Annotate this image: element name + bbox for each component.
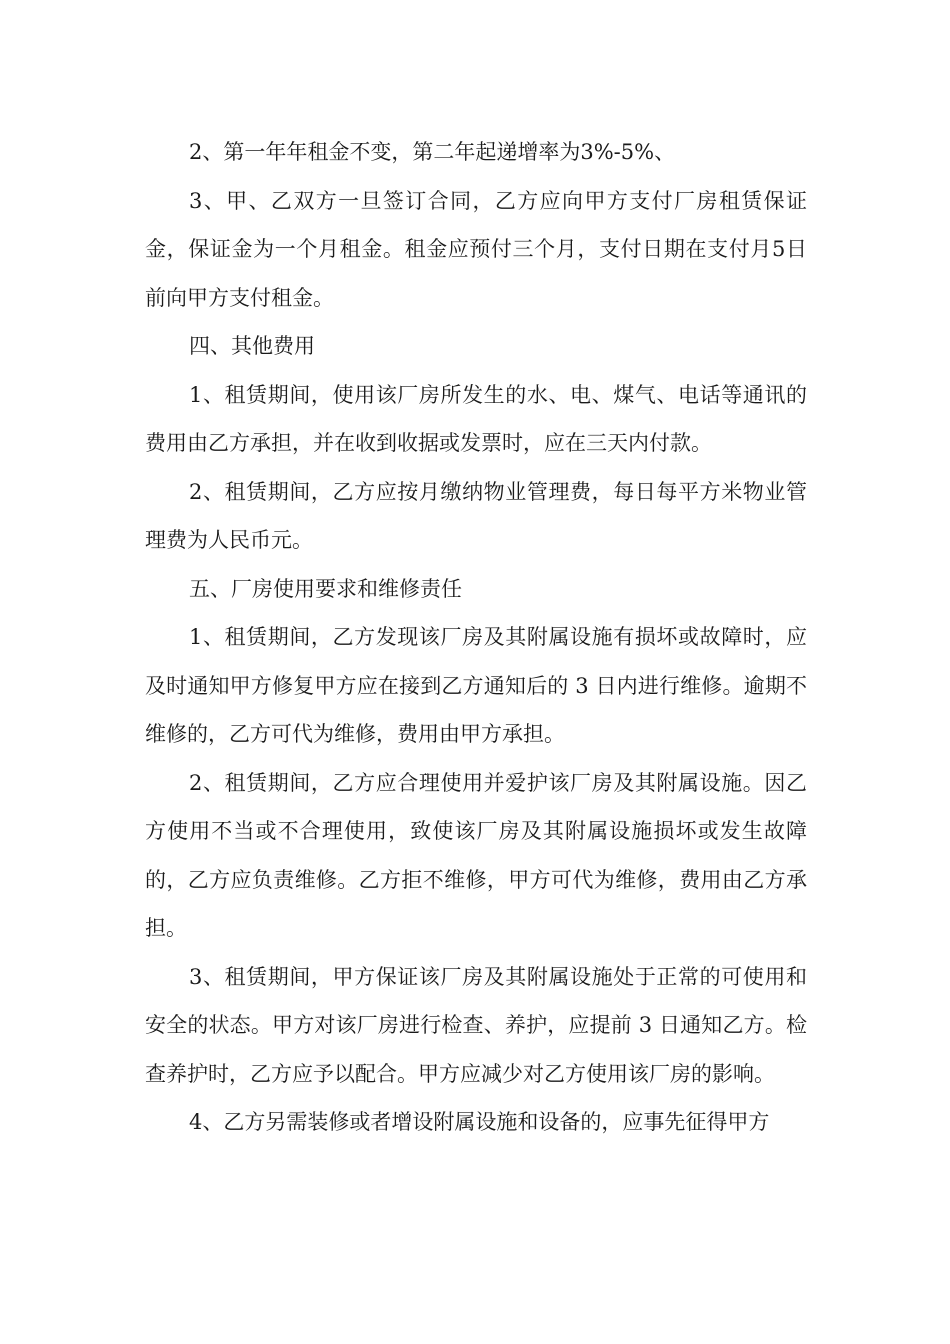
section-heading-maintenance [145,565,807,614]
text-line: 故障的，乙方应负责维修。乙方拒不维修，甲方可代为维修，费用 [145,819,808,892]
text-line: 3、甲、乙双方一旦签订合同，乙方应向甲方支付厂房租赁保证 [189,188,807,213]
text-line: 的费用由乙方承担，并在收到收据或发票时，应在三天内付款。 [145,382,807,455]
heading-text: 五、厂房使用要求和维修责任 [189,576,462,601]
text-line: 1、租赁期间，使用该厂房所发生的水、电、煤气、电话等通讯 [189,382,786,407]
text-line: 管理费为人民币元。 [145,479,807,552]
section-heading-other-fees [145,322,807,371]
text-line: 的影响。 [691,1061,775,1086]
paragraph-rent-increase [145,128,807,177]
text-line: 5日前向甲方支付租金。 [145,237,807,310]
text-line: 2、租赁期间，乙方应按月缴纳物业管理费，每日每平方米物业 [189,479,786,504]
text-line: 2、第一年年租金不变，第二年起递增率为3%-5%、 [189,140,676,164]
text-line: 金，保证金为一个月租金。租金应预付三个月，支付日期在支付月 [145,237,773,261]
text-line: 2、租赁期间，乙方应合理使用并爱护该厂房及其附属设施。因 [189,770,786,795]
document-body [145,128,807,1147]
paragraph-property-fee [145,468,807,565]
text-line: 乙方使用不当或不合理使用，致使该厂房及其附属设施损坏或发生 [145,770,807,843]
text-line: 方。检查养护时，乙方应予以配合。甲方应减少对乙方使用该厂房 [145,1013,807,1086]
paragraph-repair-notice [145,613,807,759]
paragraph-renovation [145,1098,807,1147]
text-line: 3、租赁期间，甲方保证该厂房及其附属设施处于正常的可使用 [189,964,786,989]
paragraph-inspection [145,953,807,1099]
text-line: 和安全的状态。甲方对该厂房进行检查、养护，应提前 3 日通知乙 [145,964,807,1037]
paragraph-deposit [145,177,807,323]
paragraph-proper-use [145,759,807,953]
text-line: 应及时通知甲方修复甲方应在接到乙方通知后的 3 日内进行维修。 [145,625,807,698]
text-line: 由乙方承担。 [145,867,808,940]
text-line: 4、乙方另需装修或者增设附属设施和设备的，应事先征得甲方 [189,1110,770,1134]
paragraph-utilities [145,371,807,468]
text-line: 1、租赁期间，乙方发现该厂房及其附属设施有损坏或故障时， [189,625,786,649]
heading-text: 四、其他费用 [189,334,315,358]
text-line: 逾期不维修的，乙方可代为维修，费用由甲方承担。 [145,673,807,746]
